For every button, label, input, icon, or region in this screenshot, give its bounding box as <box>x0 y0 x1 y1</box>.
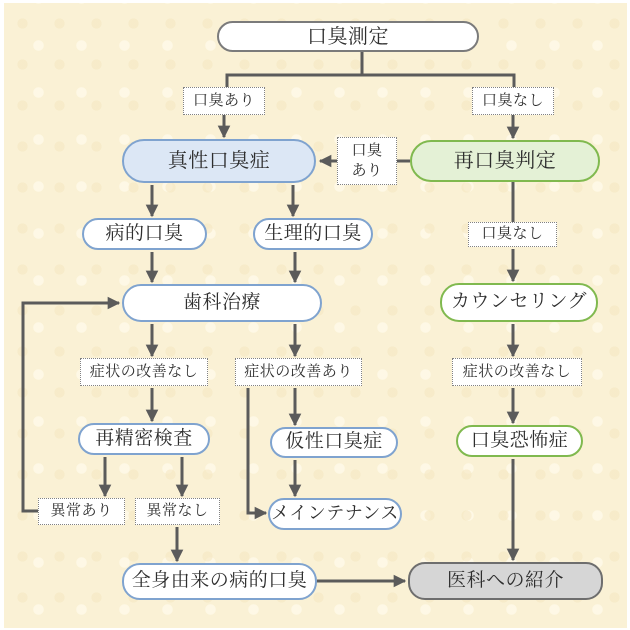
node-genuine-halitosis <box>122 139 316 183</box>
condition-label: 症状の改善なし <box>89 362 199 380</box>
condition-label-line2: あり <box>351 162 383 179</box>
condition-abnormal-none <box>135 498 220 525</box>
node-physiologic-odor <box>253 218 373 250</box>
node-measurement <box>217 21 479 52</box>
node-label: 口臭恐怖症 <box>470 429 569 451</box>
node-label: 歯科治療 <box>182 291 261 313</box>
node-maintenance <box>268 498 402 530</box>
condition-no-odor <box>472 87 554 115</box>
node-label: 医科への紹介 <box>446 569 564 591</box>
node-label: 真性口臭症 <box>167 150 271 172</box>
node-dental-treatment <box>122 284 322 322</box>
node-label: 口臭測定 <box>307 25 389 48</box>
condition-label: 異常なし <box>146 502 209 520</box>
edge-split-bar <box>227 75 514 87</box>
condition-has-odor <box>183 87 265 115</box>
condition-label: 異常あり <box>50 502 113 520</box>
condition-abnormal-found <box>38 498 125 525</box>
condition-label: 口臭なし <box>481 91 544 109</box>
condition-improvement-yes <box>235 358 362 386</box>
node-re-evaluation <box>410 140 600 182</box>
condition-label: 口臭なし <box>481 225 544 243</box>
node-pseudo-halitosis <box>270 427 398 458</box>
node-counseling <box>440 283 598 322</box>
node-label: 仮性口臭症 <box>285 431 383 453</box>
node-medical-referral <box>408 562 603 600</box>
node-label: 全身由来の病的口臭 <box>131 570 308 592</box>
node-pathologic-odor <box>82 218 207 250</box>
condition-label: 口臭あり <box>192 91 255 109</box>
condition-label-line1: 口臭 <box>351 141 383 159</box>
node-re-examination <box>78 423 210 455</box>
node-systemic-pathologic-odor <box>122 563 317 600</box>
node-halitophobia <box>456 425 583 457</box>
condition-no-improvement-right <box>452 358 582 386</box>
arrow-improve-to-maintenance <box>248 388 266 513</box>
condition-odor-present-return <box>337 137 397 185</box>
node-label: 生理的口臭 <box>264 222 362 244</box>
condition-label: 症状の改善あり <box>244 362 353 380</box>
condition-label: 症状の改善なし <box>462 362 572 380</box>
node-label: 再口臭判定 <box>453 150 557 172</box>
node-label: 再精密検査 <box>95 427 193 449</box>
node-label: カウンセリング <box>450 291 588 313</box>
node-label: メインテナンス <box>271 503 399 524</box>
condition-no-odor-repeat <box>468 222 557 247</box>
node-label: 病的口臭 <box>105 222 184 244</box>
condition-no-improvement-left <box>80 358 208 386</box>
